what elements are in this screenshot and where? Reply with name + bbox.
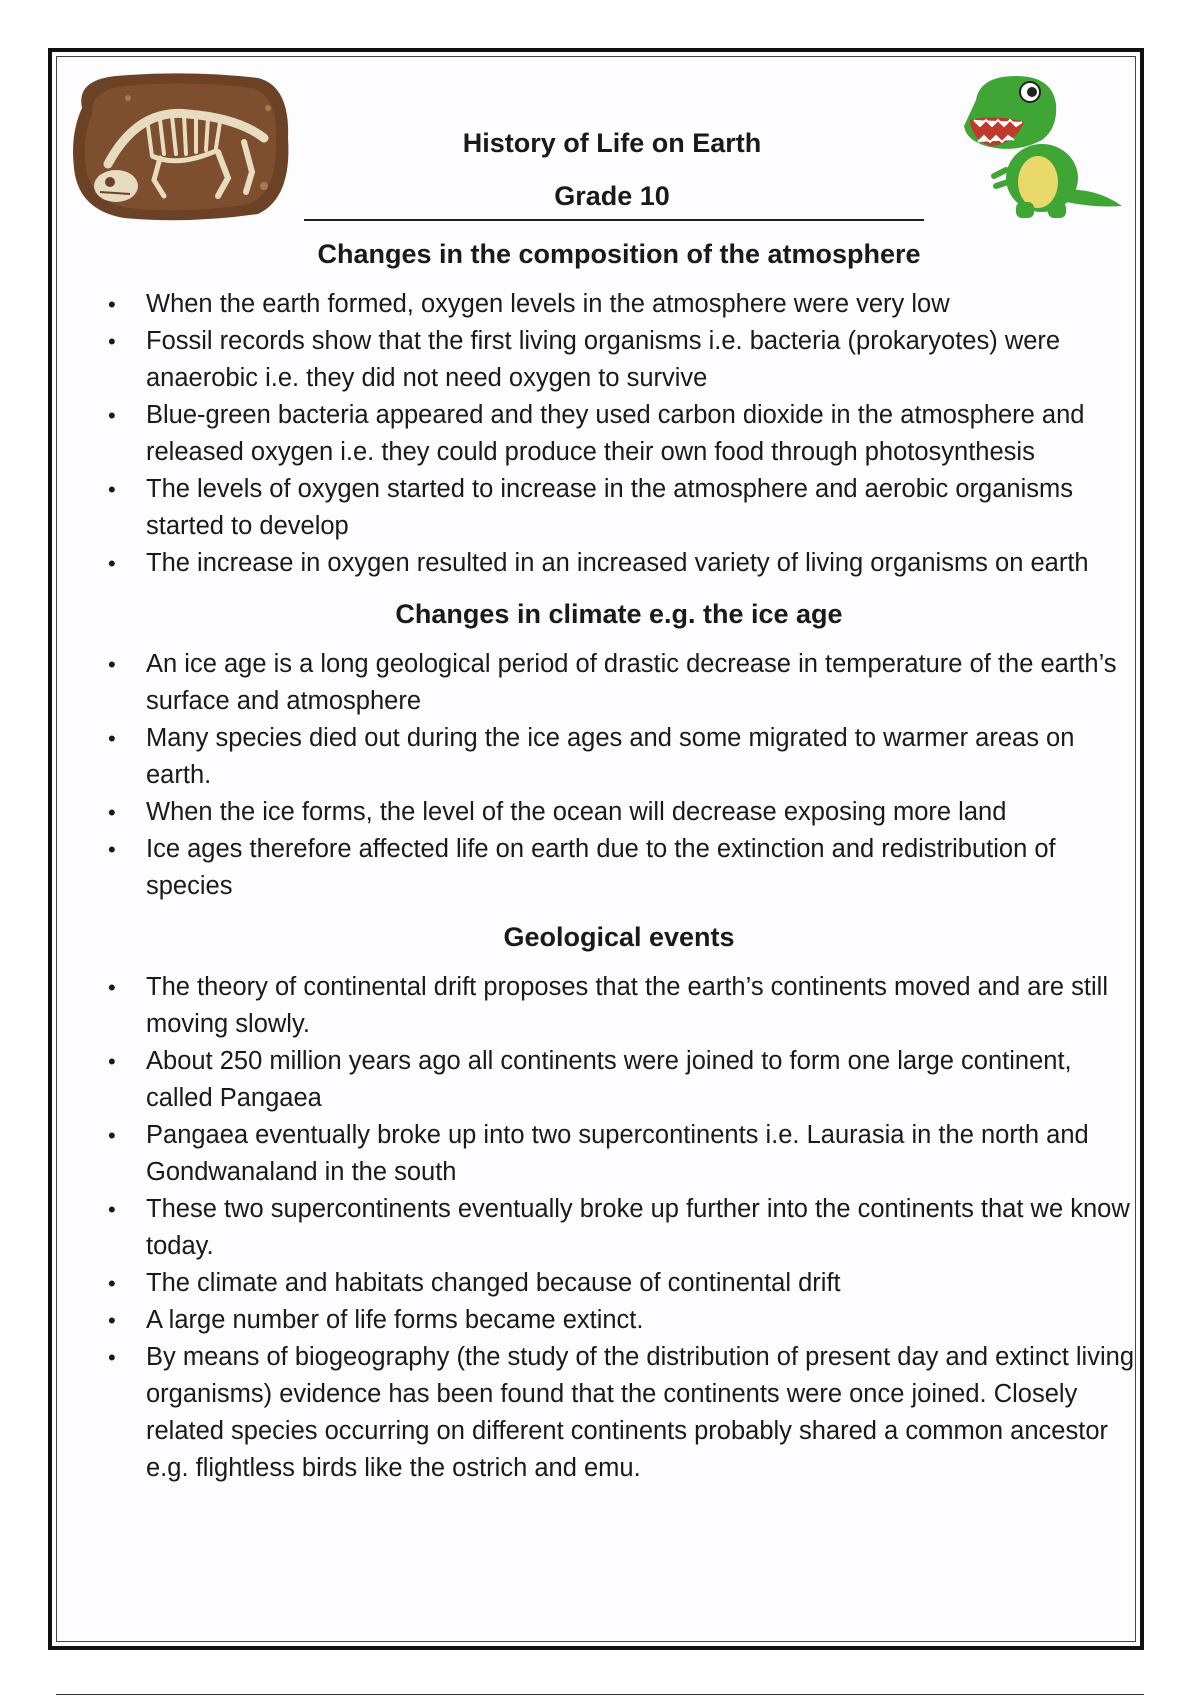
worksheet-title: History of Life on Earth [462, 128, 762, 158]
section-geological [104, 919, 1134, 1487]
bullet-icon: • [108, 1271, 116, 1296]
bullet-list [104, 286, 1134, 582]
list-item-text: The increase in oxygen resulted in an increased variety of living organisms on earth [146, 549, 1089, 577]
section-atmosphere [104, 236, 1134, 582]
bullet-icon: • [108, 551, 116, 576]
cartoon-t-rex-illustration [946, 70, 1126, 224]
list-item [104, 1043, 1134, 1117]
list-item [104, 720, 1134, 794]
list-item-text: When the ice forms, the level of the ocean will decrease exposing more land [146, 798, 1007, 826]
bullet-icon: • [108, 1308, 116, 1333]
list-item-text: The levels of oxygen started to increase in the atmosphere and aerobic organisms started to develop [146, 475, 1074, 540]
list-item-text: By means of biogeography (the study of the distribution of present day and extinct living organisms) evidence has been found that the continents were once joined. Closely related species occurring on different continents probably shared a common ancestor e.g. flightless birds like the ostrich and emu. [146, 1343, 1135, 1482]
list-item [104, 545, 1134, 582]
list-item [104, 286, 1134, 323]
bullet-icon: • [108, 1123, 116, 1148]
bullet-icon: • [108, 1197, 116, 1222]
list-item-text: Ice ages therefore affected life on earth due to the extinction and redistribution of species [146, 835, 1056, 900]
list-item-text: Many species died out during the ice ages and some migrated to warmer areas on earth. [146, 724, 1075, 789]
list-item-text: A large number of life forms became extinct. [146, 1306, 644, 1334]
bullet-icon: • [108, 403, 116, 428]
bullet-icon: • [108, 329, 116, 354]
list-item-text: These two supercontinents eventually broke up further into the continents that we know today. [146, 1195, 1130, 1260]
bullet-icon: • [108, 837, 116, 862]
list-item-text: Blue-green bacteria appeared and they used carbon dioxide in the atmosphere and released oxygen i.e. they could produce their own food through photosynthesis [146, 401, 1085, 466]
list-item-text: The theory of continental drift proposes that the earth’s continents moved and are still moving slowly. [146, 973, 1109, 1038]
list-item-text: Fossil records show that the first living organisms i.e. bacteria (prokaryotes) were anaerobic i.e. they did not need oxygen to survive [146, 327, 1061, 392]
list-item-text: The climate and habitats changed because of continental drift [146, 1269, 841, 1297]
bullet-icon: • [108, 652, 116, 677]
page-bottom-rule [56, 1694, 1144, 1695]
list-item-text: About 250 million years ago all continents were joined to form one large continent, called Pangaea [146, 1047, 1072, 1112]
list-item-text: When the earth formed, oxygen levels in the atmosphere were very low [146, 290, 950, 318]
bullet-icon: • [108, 1049, 116, 1074]
section-climate [104, 596, 1134, 905]
section-heading: Geological events [503, 922, 735, 952]
list-item [104, 471, 1134, 545]
bullet-icon: • [108, 975, 116, 1000]
section-heading: Changes in the composition of the atmosphere [317, 239, 921, 269]
dinosaur-fossil-illustration [68, 68, 294, 224]
list-item [104, 646, 1134, 720]
bullet-icon: • [108, 477, 116, 502]
worksheet-content [104, 236, 1134, 1487]
title-divider [304, 219, 924, 221]
list-item [104, 969, 1134, 1043]
list-item [104, 397, 1134, 471]
list-item [104, 1191, 1134, 1265]
list-item [104, 1265, 1134, 1302]
section-heading: Changes in climate e.g. the ice age [395, 599, 843, 629]
bullet-icon: • [108, 800, 116, 825]
list-item [104, 794, 1134, 831]
list-item-text: An ice age is a long geological period of drastic decrease in temperature of the earth’s surface and atmosphere [146, 650, 1117, 715]
grade-label: Grade 10 [554, 181, 670, 211]
bullet-list [104, 646, 1134, 905]
list-item [104, 1302, 1134, 1339]
bullet-icon: • [108, 1345, 116, 1370]
list-item-text: Pangaea eventually broke up into two supercontinents i.e. Laurasia in the north and Gondwanaland in the south [146, 1121, 1089, 1186]
bullet-list [104, 969, 1134, 1487]
list-item [104, 1339, 1134, 1487]
bullet-icon: • [108, 726, 116, 751]
list-item [104, 323, 1134, 397]
list-item [104, 831, 1134, 905]
list-item [104, 1117, 1134, 1191]
bullet-icon: • [108, 292, 116, 317]
